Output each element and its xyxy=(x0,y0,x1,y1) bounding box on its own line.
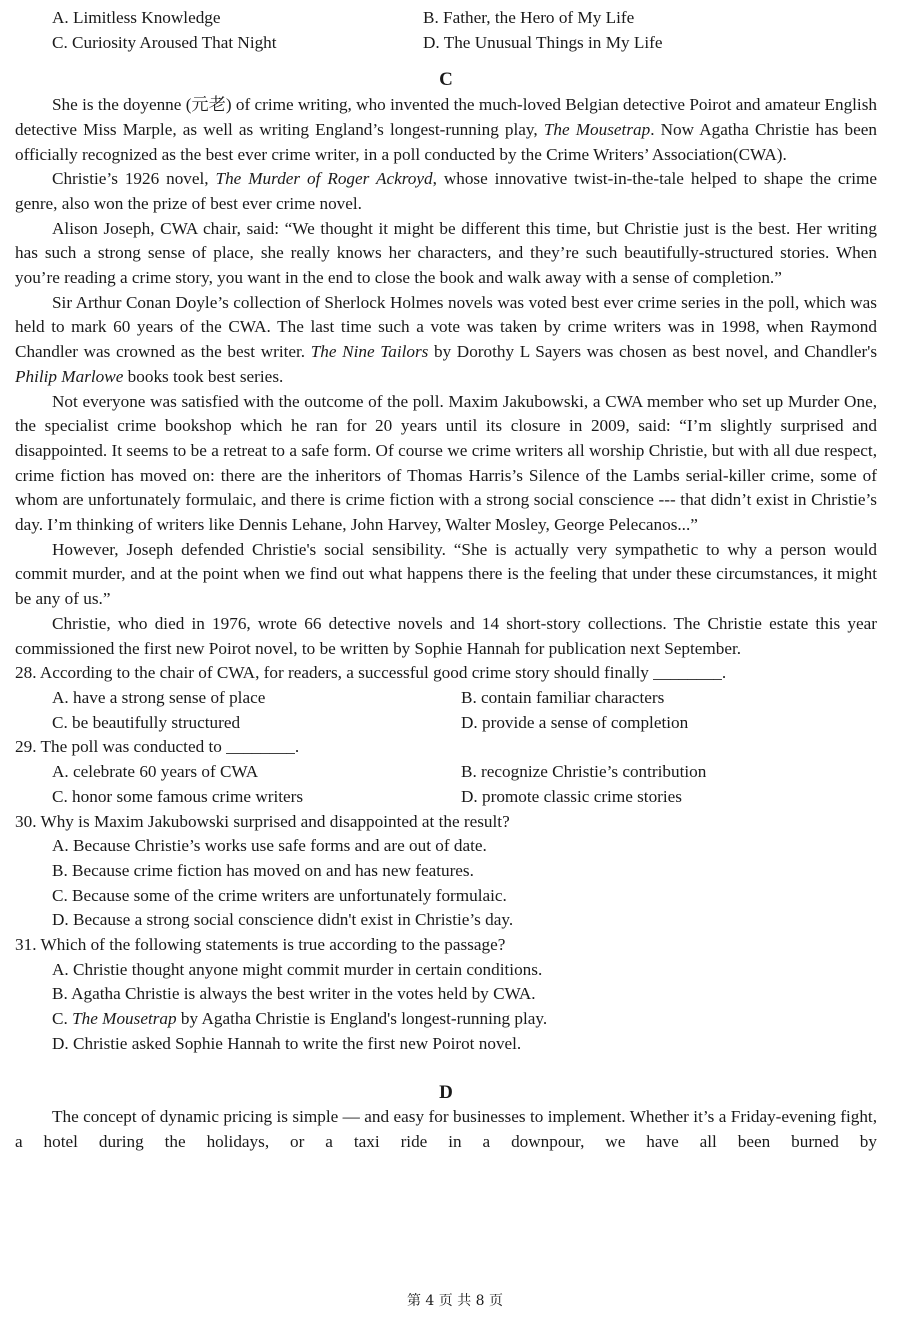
question-29-option-b: B. recognize Christie’s contribution xyxy=(461,762,707,782)
question-30-option-a: A. Because Christie’s works use safe forms and are out of date. xyxy=(52,836,487,856)
prev-option-b: B. Father, the Hero of My Life xyxy=(423,8,635,27)
text-segment: . Now Agatha Christie has been officially recognized as the best ever crime writer, in a poll conducted by the Crime Writers’ Association(CWA). xyxy=(15,119,877,164)
question-28-option-b: B. contain familiar characters xyxy=(461,687,665,707)
question-28-option-d: D. provide a sense of completion xyxy=(461,712,689,732)
question-31-option-d: D. Christie asked Sophie Hannah to write the first new Poirot novel. xyxy=(52,1033,522,1053)
text-segment: Sir Arthur Conan Doyle’s collection of Sherlock Holmes novels was voted best ever crime series in the poll, which was held to mark 60 years of the CWA. The last time such a vote was taken by crime writers was in 1998, when Raymond Chandler was crowned as the best writer. xyxy=(15,292,877,362)
prev-options-row-2 xyxy=(52,31,877,56)
question-30-option-b: B. Because crime fiction has moved on and has new features. xyxy=(52,860,474,880)
question-28-options-row-1 xyxy=(52,686,877,711)
text-segment: C. xyxy=(52,1009,73,1029)
prev-options-row-1 xyxy=(52,6,877,31)
question-31-stem: 31. Which of the following statements is true according to the passage? xyxy=(15,935,506,955)
passage-c-paragraph-7: Christie, who died in 1976, wrote 66 detective novels and 14 short-story collections. The Christie estate this year commissioned the first new Poirot novel, to be written by Sophie Hannah for publication next September. xyxy=(15,613,877,658)
passage-c-paragraph-2 xyxy=(15,167,877,216)
question-30-stem: 30. Why is Maxim Jakubowski surprised and disappointed at the result? xyxy=(15,811,510,831)
question-28-options-row-2 xyxy=(52,711,877,736)
page-footer: 第 4 页 共 8 页 xyxy=(406,1293,504,1309)
italic-title: The Nine Tailors xyxy=(310,342,429,362)
prev-option-d: D. The Unusual Things in My Life xyxy=(423,32,663,52)
italic-title: The Murder of Roger Ackroyd xyxy=(215,169,433,189)
section-heading-d: D xyxy=(439,1081,453,1103)
question-29-options-row-2 xyxy=(52,785,877,810)
question-29-options-row-1 xyxy=(52,760,877,785)
italic-title: Philip Marlowe xyxy=(15,366,124,386)
italic-title: The Mousetrap xyxy=(543,119,651,139)
section-heading-c: C xyxy=(439,69,453,91)
prev-option-c: C. Curiosity Aroused That Night xyxy=(52,32,277,52)
question-29-option-c: C. honor some famous crime writers xyxy=(52,786,304,806)
document-page xyxy=(15,6,877,1155)
text-segment: She is the doyenne (元老) of crime writing, who invented the much-loved Belgian detective Poirot and amateur English detective Miss Marple, as well as writing England’s longest-running play, xyxy=(15,95,877,139)
text-segment: books took best series. xyxy=(123,366,284,386)
text-segment: Christie’s 1926 novel, xyxy=(52,169,216,189)
passage-d-paragraph-1: The concept of dynamic pricing is simple — and easy for businesses to implement. Whether it’s a Friday-evening fight, a hotel during the holidays, or a taxi ride in a downpour, we have all been burned by xyxy=(15,1107,877,1151)
text-segment: by Agatha Christie is England's longest-running play. xyxy=(176,1009,548,1029)
question-29-option-a: A. celebrate 60 years of CWA xyxy=(52,762,259,782)
question-30-option-c: C. Because some of the crime writers are unfortunately formulaic. xyxy=(52,885,507,905)
passage-c-paragraph-1 xyxy=(15,93,877,167)
question-28-option-c: C. be beautifully structured xyxy=(52,712,241,732)
question-31-option-b: B. Agatha Christie is always the best writer in the votes held by CWA. xyxy=(52,984,536,1004)
passage-c-paragraph-3: Alison Joseph, CWA chair, said: “We thought it might be different this time, but Christie just is the best. Her writing has such a strong sense of place, she really knows her characters, and they’re such beautifully-structured stories. When you’re reading a crime story, you want in the end to close the book and walk away with a sense of completion.” xyxy=(15,218,877,288)
question-29-option-d: D. promote classic crime stories xyxy=(461,786,682,806)
question-31-option-c xyxy=(52,1007,877,1032)
passage-c-paragraph-4 xyxy=(15,291,877,390)
text-segment: by Dorothy L Sayers was chosen as best novel, and Chandler's xyxy=(428,342,878,362)
question-29-stem: 29. The poll was conducted to ________. xyxy=(15,737,300,757)
prev-option-a: A. Limitless Knowledge xyxy=(52,8,221,27)
text-segment: , whose innovative twist-in-the-tale helped to shape the crime genre, also won the prize of best ever crime novel. xyxy=(15,169,877,213)
question-31-option-a: A. Christie thought anyone might commit murder in certain conditions. xyxy=(52,959,543,979)
italic-title: The Mousetrap xyxy=(72,1009,177,1029)
passage-c-paragraph-6: However, Joseph defended Christie's social sensibility. “She is actually very sympathetic to why a person would commit murder, and at the point when we find out what happens there is the feeling that under these circumstances, it might be any of us.” xyxy=(15,539,877,609)
question-28-stem: 28. According to the chair of CWA, for readers, a successful good crime story should finally ________. xyxy=(15,663,727,683)
passage-c-paragraph-5: Not everyone was satisfied with the outcome of the poll. Maxim Jakubowski, a CWA member who set up Murder One, the specialist crime bookshop which he ran for 20 years until its closure in 2009, said: “I’m slightly surprised and disappointed. It seems to be a retreat to a safe form. Of course we crime writers all worship Christie, but with all due respect, crime fiction has moved on: there are the inheritors of Thomas Harris’s Silence of the Lambs serial-killer crime, some of whom are unfortunately formulaic, and there is crime fiction with a strong social conscience --- that didn’t exist in Christie’s day. I’m thinking of writers like Dennis Lehane, John Harvey, Walter Mosley, George Pelecanos...” xyxy=(15,391,877,535)
question-28-option-a: A. have a strong sense of place xyxy=(52,687,266,707)
question-30-option-d: D. Because a strong social conscience didn't exist in Christie’s day. xyxy=(52,910,514,930)
